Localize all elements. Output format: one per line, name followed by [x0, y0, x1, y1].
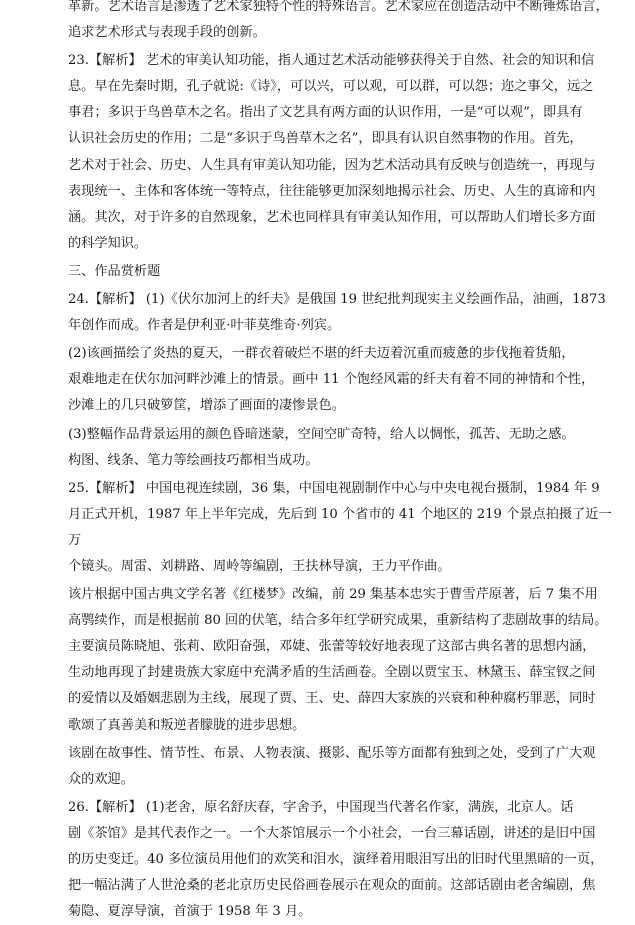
answer-23: 23.【解析】 艺术的审美认知功能，指人通过艺术活动能够获得关于自然、社会的知识和信 息。早在先秦时期，孔子就说:《诗》，可以兴，可以观，可以群，可以怨；迩之事父，远之 事君；多识于鸟兽草木之名。指出了文艺具有两方面的认识作用，一是“可以观”，即具有 认识社会历史的作用；二是“多识于鸟兽草木之名”，即具有认识自然事物的作用。首先， 艺术对于社会、历史、人生具有审美认知功能，因为艺术活动具有反映与创造统一，再现与 表现统一、主体和客体统一等特点，往往能够更加深刻地揭示社会、历史、人生的真谛和内 涵。其次，对于许多的自然现象，艺术也同样具有审美认知作用，可以帮助人们增长多方面 的科学知识。	[68, 53, 596, 251]
answer-24-part-3: (3)整幅作品背景运用的颜色昏暗迷蒙，空间空旷奇特，给人以惆怅，孤苦、无助之感。 构图、线条、笔力等绘画技巧都相当成功。	[68, 426, 575, 468]
answer-24-part-1: 24.【解析】 (1)《伏尔加河上的纤夫》是俄国 19 世纪批判现实主义绘画作品，油画，1873 年创作而成。作者是伊利亚·叶菲莫维奇·列宾。	[68, 292, 606, 334]
answer-25-adaptation: 该片根据中国古典文学名著《红楼梦》改编，前 29 集基本忠实于曹雪芹原著，后 7 集不用 高鹗续作，而是根据前 80 回的伏笔，结合多年红学研究成果，重新结构了悲剧故事的结局。 主要演员陈晓旭、张莉、欧阳奋强，邓婕、张蕾等较好地表现了这部古典名著的思想内涵， 生动地再现了封建贵族大家庭中充满矛盾的生活画卷。全剧以贾宝玉、林黛玉、薛宝钗之间 的爱情以及婚姻悲剧为主线，展现了贾、王、史、薛四大家族的兴衰和种种腐朽罪恶，同时 歌颂了真善美和叛逆者朦胧的进步思想。	[68, 587, 608, 733]
section-heading: 三、作品赏析题	[68, 263, 161, 279]
answer-25-reception: 该剧在故事性、情节性、布景、人物表演、摄影、配乐等方面都有独到之处，受到了广大观 众的欢迎。	[68, 745, 596, 787]
answer-25-intro: 25.【解析】 中国电视连续剧，36 集，中国电视剧制作中心与中央电视台摄制，1984 年 9 月正式开机，1987 年上半年完成，先后到 10 个省市的 41 个地区的 219 个景点拍摄了近一万 个镜头。周雷、刘耕路、周岭等编剧，王扶林导演，王力平作曲。	[68, 480, 612, 574]
answer-24-part-2: (2)该画描绘了炎热的夏天，一群衣着破烂不堪的纤夫迈着沉重而疲惫的步伐拖着货船， 艰难地走在伏尔加河畔沙滩上的情景。画中 11 个饱经风霜的纤夫有着不同的神情和个性， 沙滩上的几只破箩筐，增添了画面的凄惨景色。	[68, 346, 595, 414]
paragraph-art-language: 革新。艺术语言是渗透了艺术家独特个性的特殊语言。艺术家应在创造活动中不断锤炼语言， 追求艺术形式与表现手段的创新。	[68, 0, 609, 41]
answer-26: 26.【解析】 (1)老舍，原名舒庆春，字舍予，中国现当代著名作家，满族，北京人。话 剧《茶馆》是其代表作之一。一个大茶馆展示一个小社会，一台三幕话剧，讲述的是旧中国 的历史变迁。40 多位演员用他们的欢笑和泪水，演绎着用眼泪写出的旧时代里黑暗的一页， 把一幅沾满了人世沧桑的老北京历史民俗画卷展示在观众的面前。这部话剧由老舍编剧，焦 菊隐、夏淳导演，首演于 1958 年 3 月。	[68, 799, 604, 920]
